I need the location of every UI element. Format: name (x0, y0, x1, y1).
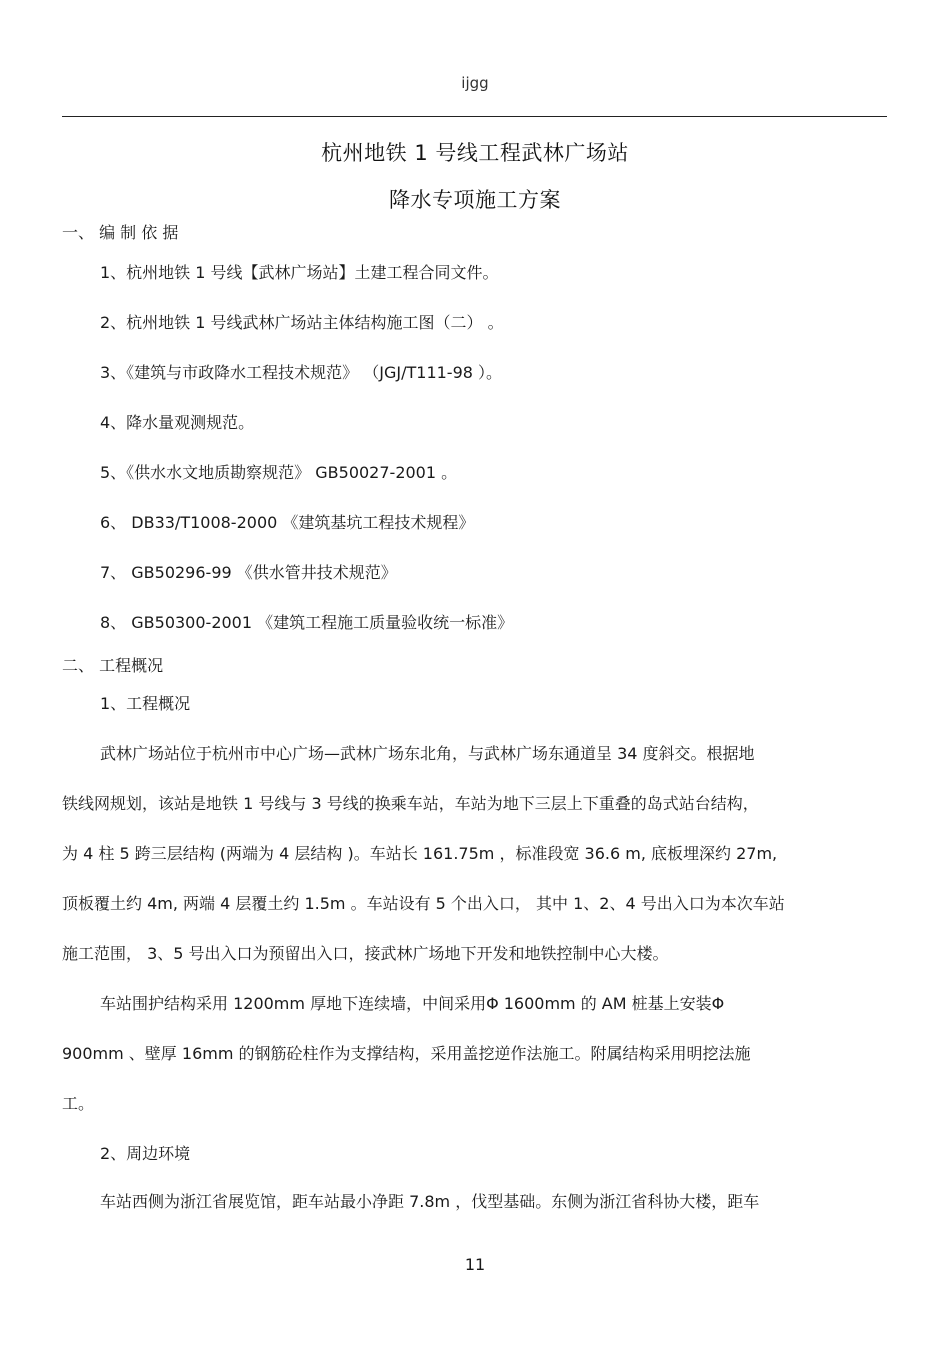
basis-item: 6、 DB33/T1008-2000 《建筑基坑工程技术规程》 (100, 513, 475, 532)
header-divider (62, 116, 887, 117)
basis-item: 8、 GB50300-2001 《建筑工程施工质量验收统一标准》 (100, 613, 514, 632)
subsection-heading-overview: 1、工程概况 (100, 694, 191, 713)
document-subtitle: 降水专项施工方案 (389, 188, 561, 212)
paragraph-line: 铁线网规划，该站是地铁 1 号线与 3 号线的换乘车站，车站为地下三层上下重叠的岛式站台结构， (62, 794, 759, 813)
section-heading-basis: 一、 编 制 依 据 (62, 223, 179, 242)
paragraph-line: 工。 (62, 1094, 95, 1113)
page-number: 11 (464, 1255, 486, 1274)
paragraph-line: 武林广场站位于杭州市中心广场—武林广场东北角，与武林广场东通道呈 34 度斜交。根据地 (100, 744, 755, 763)
basis-item: 5、《供水水文地质勘察规范》 GB50027-2001 。 (100, 463, 458, 482)
paragraph-line: 施工范围， 3、5 号出入口为预留出入口，接武林广场地下开发和地铁控制中心大楼。 (62, 944, 669, 963)
basis-item: 4、降水量观测规范。 (100, 413, 255, 432)
document-title: 杭州地铁 1 号线工程武林广场站 (321, 141, 629, 165)
basis-item: 3、《建筑与市政降水工程技术规范》 （JGJ/T111-98 ）。 (100, 363, 503, 382)
basis-item: 1、杭州地铁 1 号线【武林广场站】土建工程合同文件。 (100, 263, 499, 282)
page-header: ijgg (461, 74, 489, 92)
paragraph-line: 顶板覆土约 4m, 两端 4 层覆土约 1.5m 。车站设有 5 个出入口， 其中 1、2、4 号出入口为本次车站 (62, 894, 785, 913)
basis-item: 2、杭州地铁 1 号线武林广场站主体结构施工图（二） 。 (100, 313, 504, 332)
basis-item: 7、 GB50296-99 《供水管井技术规范》 (100, 563, 397, 582)
paragraph-line: 为 4 柱 5 跨三层结构 (两端为 4 层结构 )。车站长 161.75m ，标准段宽 36.6 m, 底板埋深约 27m, (62, 844, 778, 863)
subsection-heading-surroundings: 2、周边环境 (100, 1144, 191, 1163)
section-heading-overview: 二、 工程概况 (62, 656, 164, 675)
paragraph-line: 车站围护结构采用 1200mm 厚地下连续墙，中间采用Φ 1600mm 的 AM 桩基上安装Φ (100, 994, 725, 1013)
paragraph-line: 900mm 、壁厚 16mm 的钢筋砼柱作为支撑结构，采用盖挖逆作法施工。附属结构采用明挖法施 (62, 1044, 751, 1063)
paragraph-line: 车站西侧为浙江省展览馆，距车站最小净距 7.8m ，伐型基础。东侧为浙江省科协大楼，距车 (100, 1192, 760, 1211)
